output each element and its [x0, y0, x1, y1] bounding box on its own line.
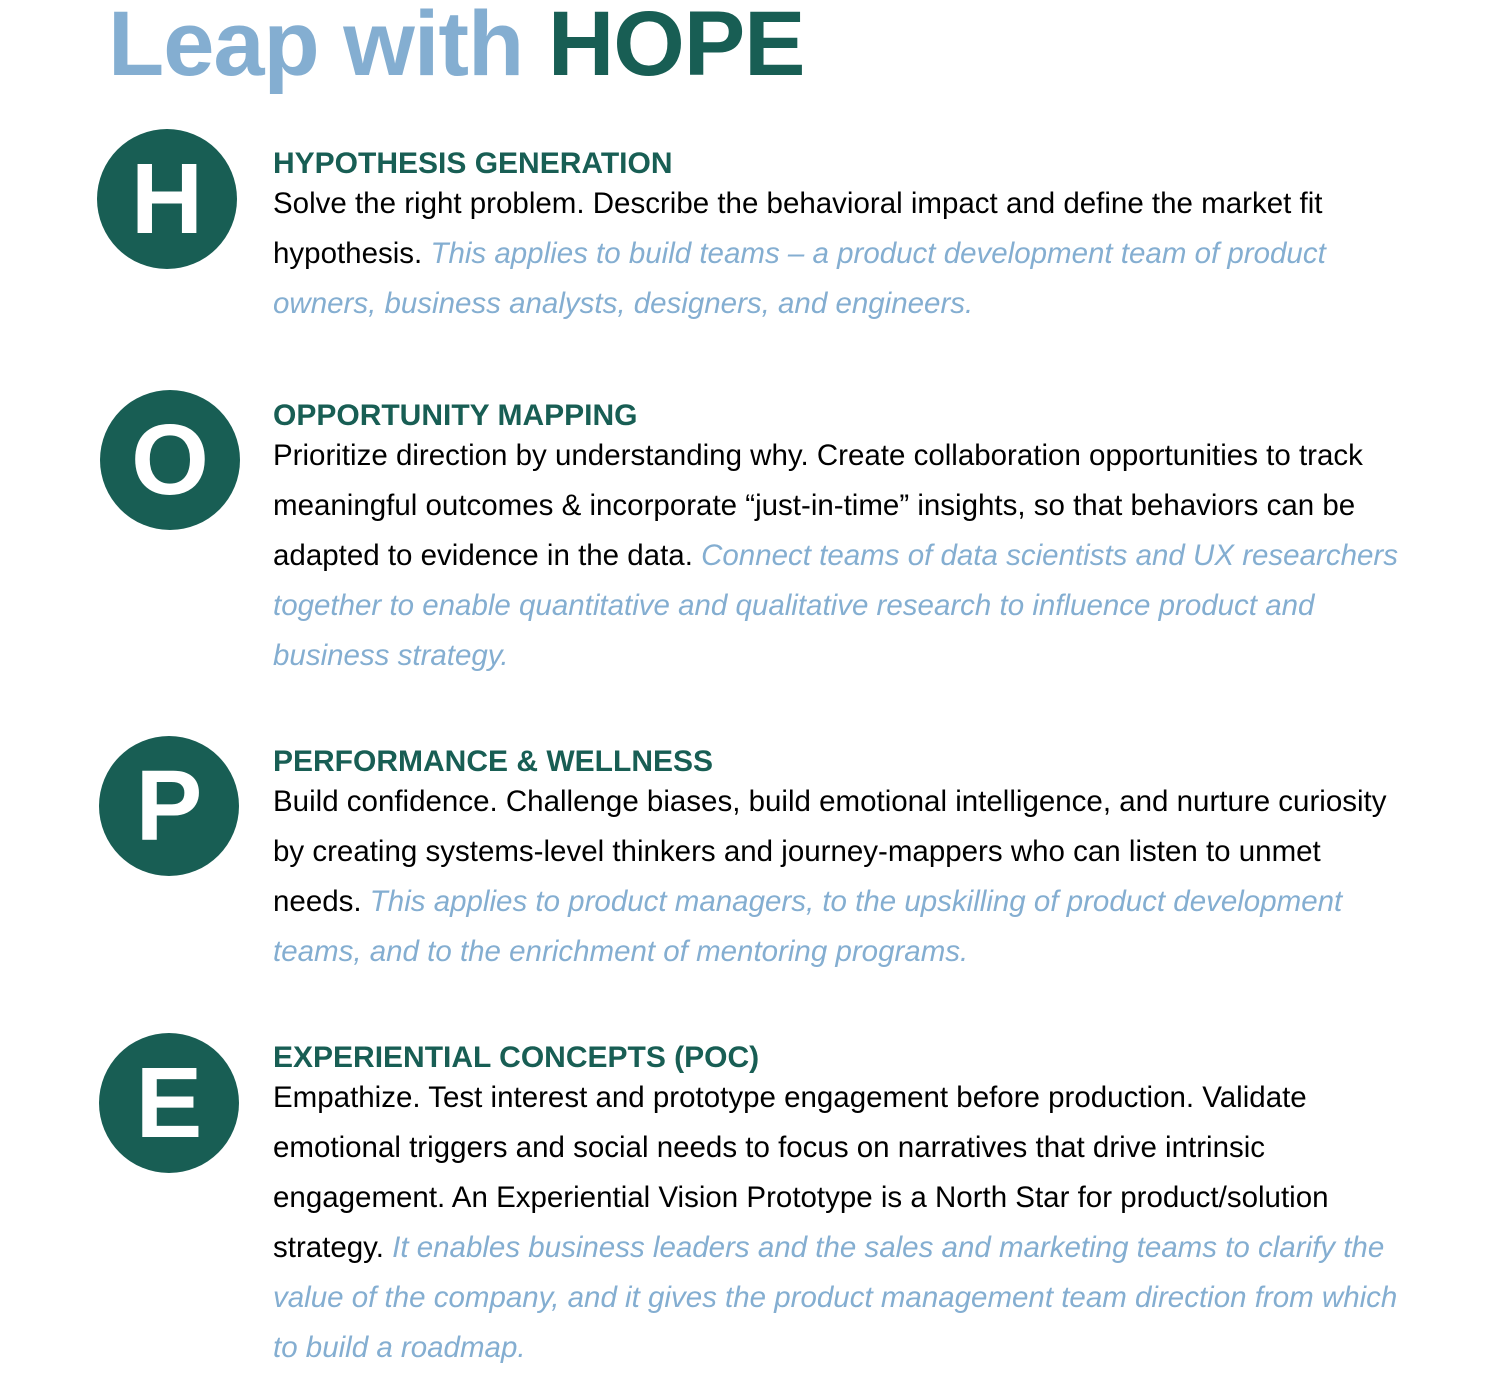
letter-circle-h: H: [97, 129, 237, 269]
section-heading: EXPERIENTIAL CONCEPTS (POC): [273, 1041, 760, 1074]
section-body: [273, 431, 1403, 681]
section-heading: PERFORMANCE & WELLNESS: [273, 745, 714, 778]
section-note: It enables business leaders and the sales and marketing teams to clarify the value of the company, and it gives the product management team direction from which to build a roadmap.: [273, 1231, 1398, 1364]
section-body: [273, 179, 1403, 329]
section-body: [273, 777, 1403, 977]
title-leap-with: Leap with: [108, 0, 524, 95]
section-heading: OPPORTUNITY MAPPING: [273, 399, 638, 432]
section-heading: HYPOTHESIS GENERATION: [273, 147, 673, 180]
letter-circle-e: E: [99, 1033, 239, 1173]
title-hope: HOPE: [547, 0, 805, 95]
section-text: Prioritize direction by understanding why. Create collaboration opportunities to track meaningful outcomes & incorporate “just-in-time” insights, so that behaviors can be adapted to evidence in the data.: [273, 439, 1363, 572]
letter-circle-p: P: [99, 736, 239, 876]
page-title: [108, 0, 805, 95]
section-text: Solve the right problem. Describe the behavioral impact and define the market fit hypothesis.: [273, 187, 1323, 270]
section-text: Build confidence. Challenge biases, build emotional intelligence, and nurture curiosity by creating systems-level thinkers and journey-mappers who can listen to unmet needs.: [273, 785, 1387, 918]
letter-circle-o: O: [100, 390, 240, 530]
section-body: [273, 1073, 1403, 1373]
section-note: This applies to product managers, to the upskilling of product development teams, and to the enrichment of mentoring programs.: [273, 885, 1343, 968]
section-text: Empathize. Test interest and prototype engagement before production. Validate emotional triggers and social needs to focus on narratives that drive intrinsic engagement. An Experiential Vision Prototype is a North Star for product/solution strategy.: [273, 1081, 1329, 1264]
section-note: This applies to build teams – a product development team of product owners, business analysts, designers, and engineers.: [273, 237, 1326, 320]
section-note: Connect teams of data scientists and UX researchers together to enable quantitative and qualitative research to influence product and business strategy.: [273, 539, 1398, 672]
